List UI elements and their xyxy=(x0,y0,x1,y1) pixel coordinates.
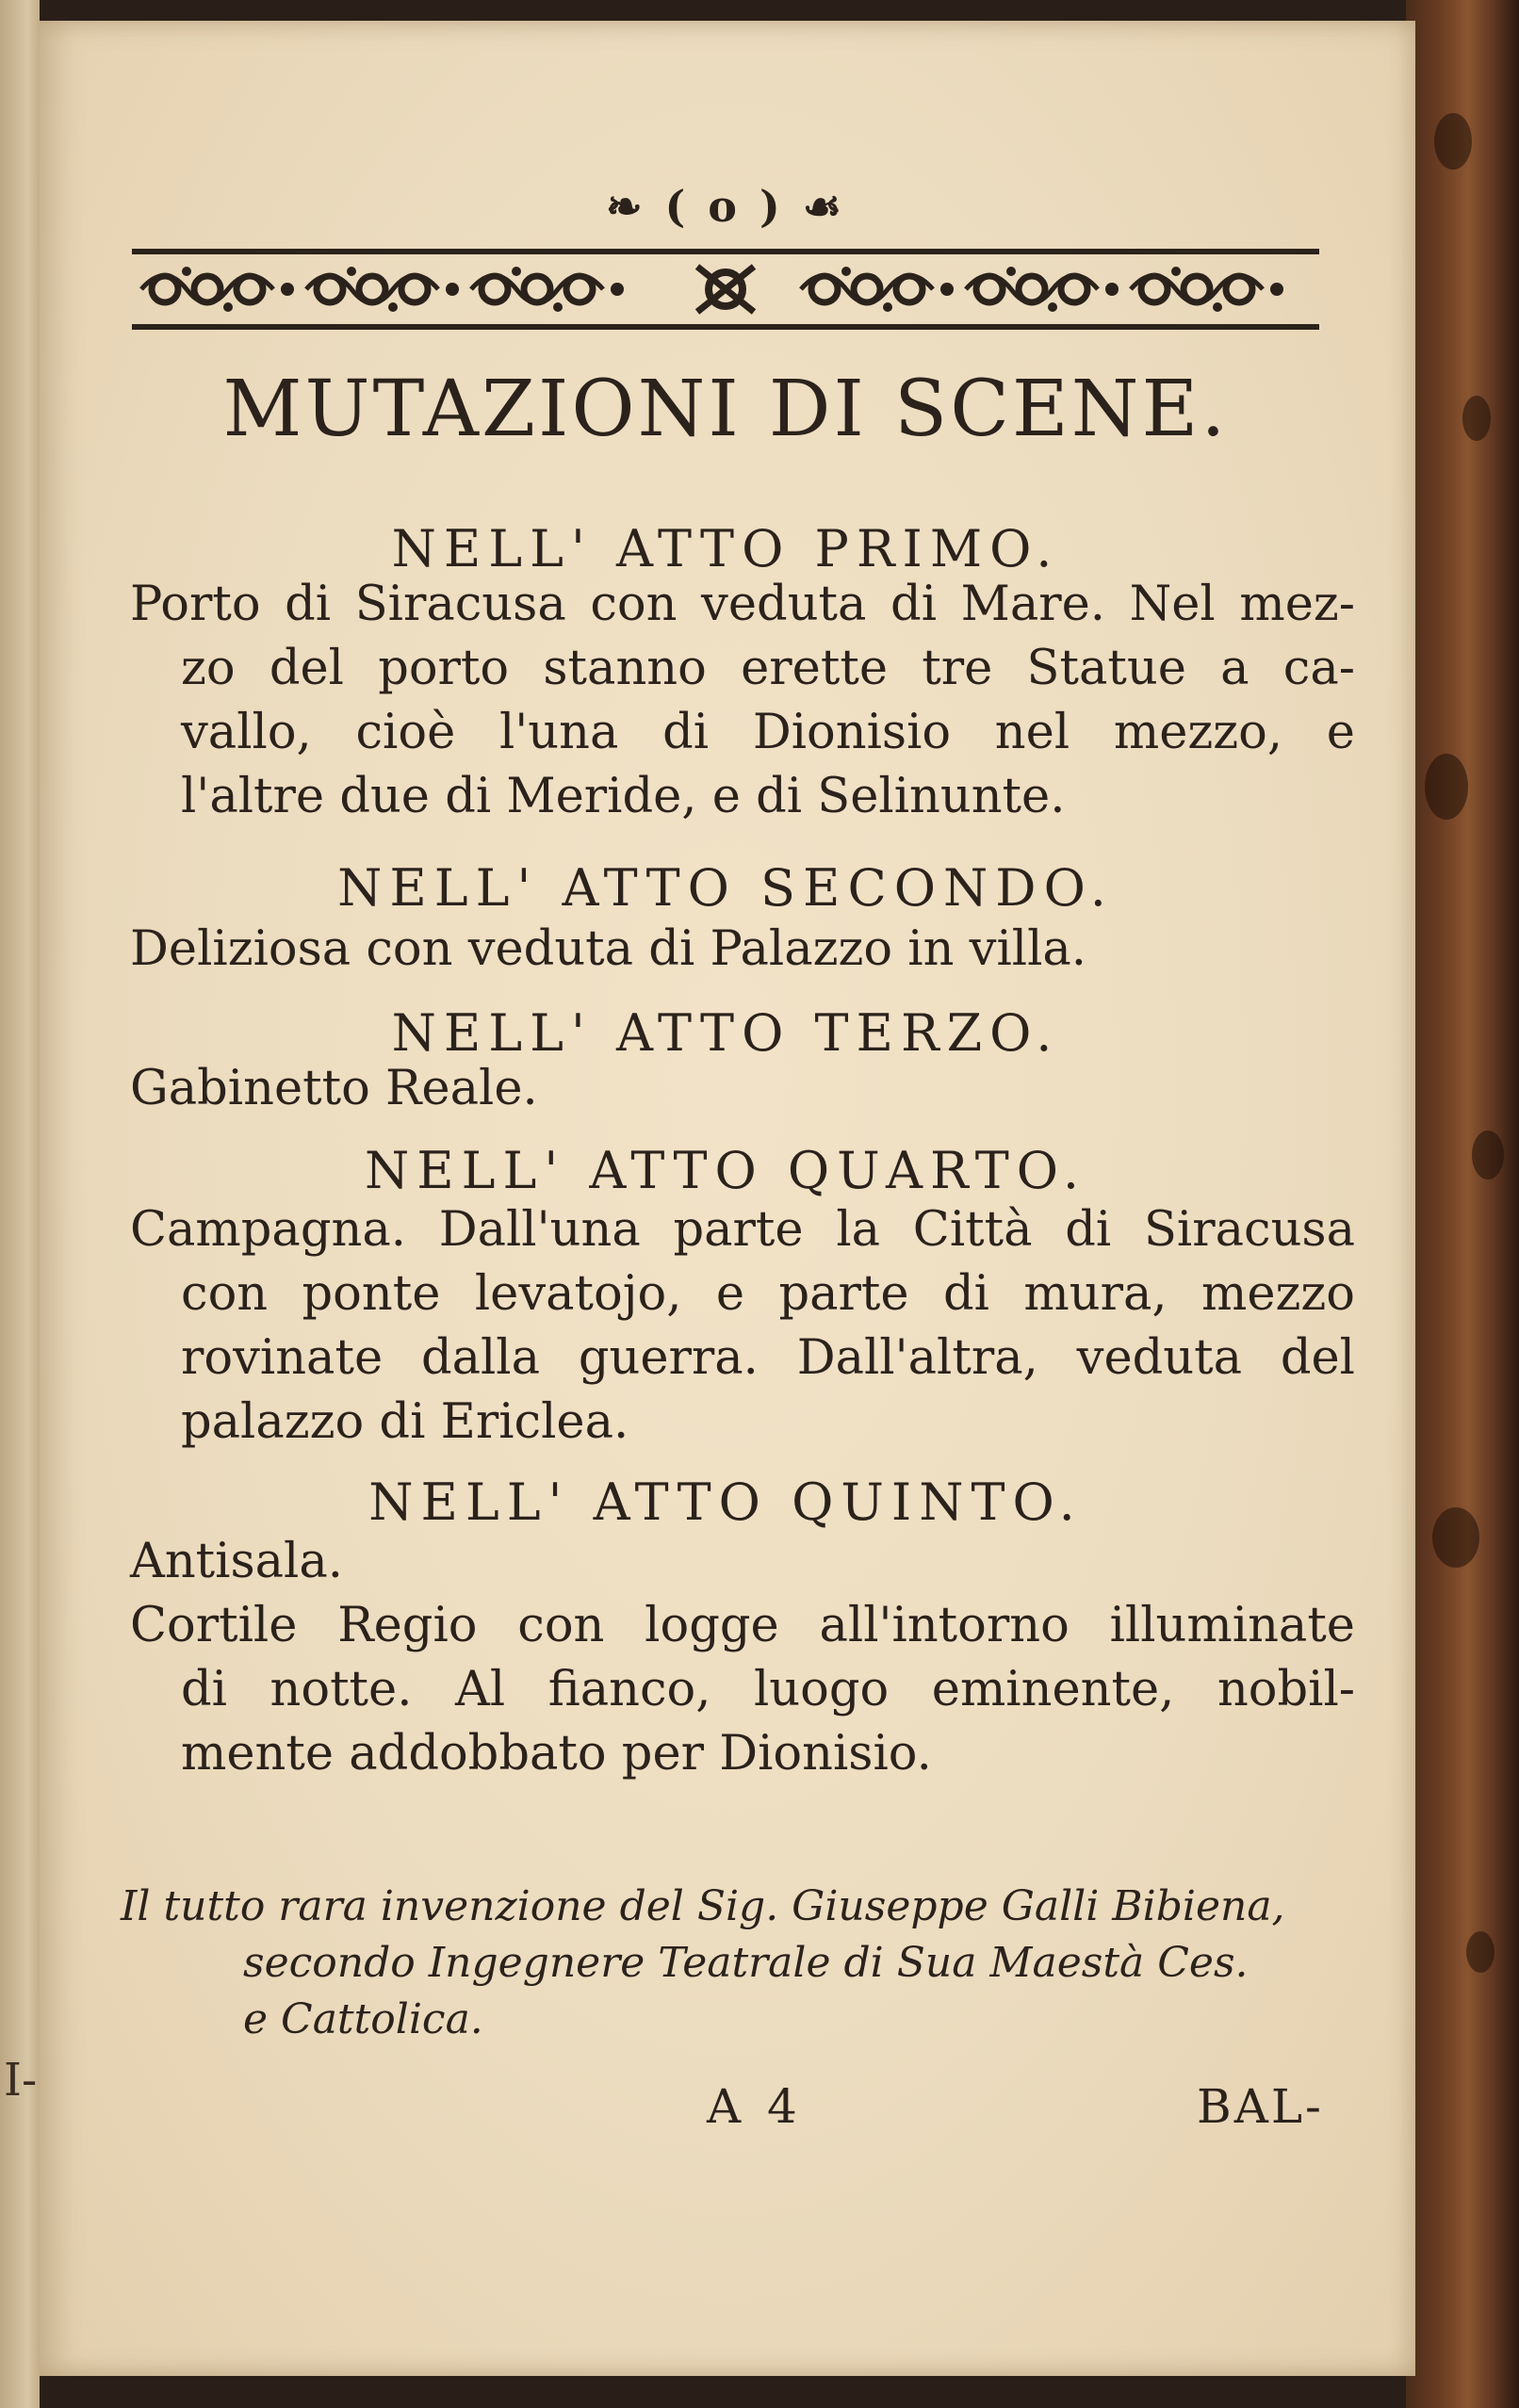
act-heading-5: NELL' ATTO QUINTO. xyxy=(368,1472,1083,1532)
text-line: palazzo di Ericlea. xyxy=(181,1394,629,1450)
text-line: Cortile Regio con logge all'intorno illuminate xyxy=(130,1598,1355,1653)
catchword: BAL- xyxy=(1197,2079,1324,2134)
text-line: rovinate dalla guerra. Dall'altra, veduta del xyxy=(181,1330,1355,1386)
text-line: Gabinetto Reale. xyxy=(130,1061,538,1116)
text-line: Antisala. xyxy=(130,1534,343,1589)
text-line: di notte. Al fianco, luogo eminente, nobil- xyxy=(181,1662,1355,1717)
act-description-5 xyxy=(130,1530,1355,1786)
text-line: Deliziosa con veduta di Palazzo in villa. xyxy=(130,921,1086,977)
page-number: ( o ) xyxy=(664,181,784,232)
act-description-1 xyxy=(130,573,1355,829)
signature-mark: A 4 xyxy=(707,2079,803,2134)
facing-page-fragment: I- xyxy=(4,2054,38,2107)
text-line: vallo, cioè l'una di Dionisio nel mezzo, e xyxy=(181,705,1355,760)
page-title: MUTAZIONI DI SCENE. xyxy=(222,365,1229,454)
text-line: zo del porto stanno erette tre Statue a ca- xyxy=(181,641,1355,696)
facing-page-edge xyxy=(0,0,40,2408)
text-line: mente addobbato per Dionisio. xyxy=(181,1726,932,1782)
act-heading-3: NELL' ATTO TERZO. xyxy=(391,1003,1060,1063)
text-line: Porto di Siracusa con veduta di Mare. Nel mez- xyxy=(130,577,1355,632)
text-line: l'altre due di Meride, e di Selinunte. xyxy=(181,769,1066,824)
book-page xyxy=(40,21,1415,2376)
fleuron-band-ornament xyxy=(132,243,1319,335)
act-description-4 xyxy=(130,1198,1355,1455)
text-line: con ponte levatojo, e parte di mura, mezzo xyxy=(181,1266,1355,1322)
act-description-2 xyxy=(130,918,1355,982)
act-description-3 xyxy=(130,1057,1355,1121)
book-binding xyxy=(1406,0,1519,2408)
text-line: e Cattolica. xyxy=(243,1995,483,2043)
act-heading-2: NELL' ATTO SECONDO. xyxy=(337,858,1114,918)
running-head xyxy=(94,181,1357,232)
act-heading-4: NELL' ATTO QUARTO. xyxy=(364,1141,1087,1200)
scenery-credit xyxy=(121,1879,1355,2048)
running-head-ornament-right: ☙ xyxy=(802,181,846,232)
text-line: secondo Ingegnere Teatrale di Sua Maestà Ces. xyxy=(243,1939,1249,1987)
text-line: Campagna. Dall'una parte la Città di Siracusa xyxy=(130,1202,1355,1258)
text-line: Il tutto rara invenzione del Sig. Giuseppe Galli Bibiena, xyxy=(121,1882,1285,1930)
running-head-ornament-left: ❧ xyxy=(605,181,646,232)
act-heading-1: NELL' ATTO PRIMO. xyxy=(391,519,1060,578)
